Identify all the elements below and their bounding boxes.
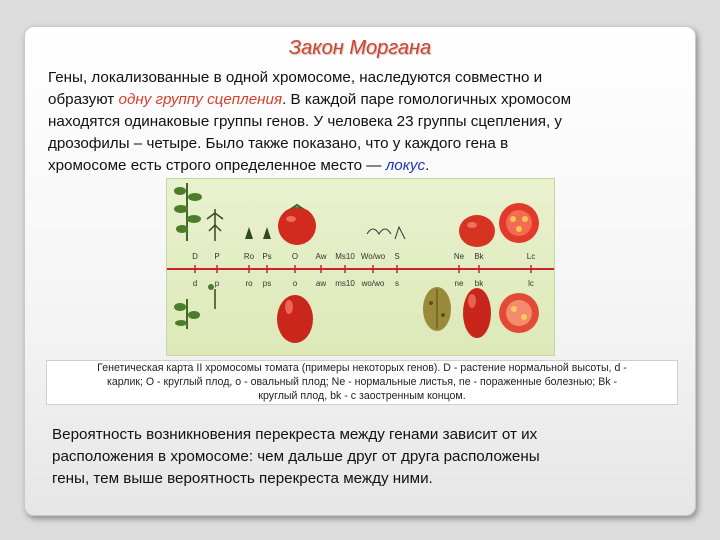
intro-line xyxy=(48,89,678,111)
dominant-gene-label: Ms10 xyxy=(335,252,355,261)
recessive-gene-label: wo/wo xyxy=(361,279,385,288)
sliced-tomato-light-icon xyxy=(499,293,539,333)
term-locus: локус xyxy=(385,157,426,174)
term-linkage-group: одну группу сцепления xyxy=(118,91,283,108)
conclusion-line: расположения в хромосоме: чем дальше друг от друга расположены xyxy=(52,448,540,465)
dominant-gene-label: Aw xyxy=(315,252,327,261)
intro-text: дрозофилы – четыре. Было также показано, что у каждого гена в xyxy=(48,135,509,152)
caption-line: круглый плод, bk - с заостренным концом. xyxy=(258,390,466,402)
recessive-gene-label: d xyxy=(192,279,198,288)
oval-tomato-icon xyxy=(277,295,313,343)
healthy-tomato-icon xyxy=(459,215,495,247)
dominant-gene-label: S xyxy=(394,252,400,261)
dominant-gene-label: Lc xyxy=(526,252,536,261)
intro-text: образуют xyxy=(48,91,119,108)
recessive-gene-label: aw xyxy=(315,279,327,288)
intro-text: Гены, локализованные в одной хромосоме, наследуются совместно и xyxy=(48,69,543,86)
recessive-gene-label: s xyxy=(395,279,399,288)
intro-line xyxy=(48,133,678,155)
dwarf-plant-icon xyxy=(174,299,200,329)
recessive-gene-label: ro xyxy=(245,279,253,288)
recessive-gene-label: ps xyxy=(262,279,272,288)
tomato-gene-map-figure xyxy=(166,178,555,356)
gene-map-illustration xyxy=(167,179,554,355)
dominant-gene-label: Wo/wo xyxy=(360,252,386,261)
intro-line xyxy=(48,67,678,89)
dominant-gene-label: Ps xyxy=(262,252,272,261)
intro-line xyxy=(48,155,678,177)
conclusion-line: гены, тем выше вероятность перекреста между ними. xyxy=(52,470,433,487)
dominant-gene-label: Ne xyxy=(453,252,465,261)
pointed-tomato-icon xyxy=(463,288,491,338)
recessive-gene-label: ms10 xyxy=(335,279,355,288)
leaf-sketch-icon xyxy=(367,227,405,239)
dominant-gene-label: O xyxy=(291,252,299,261)
tall-plant-icon xyxy=(174,183,202,241)
conclusion-line: Вероятность возникновения перекреста между генами зависит от их xyxy=(52,426,538,443)
recessive-gene-label: ne xyxy=(454,279,464,288)
intro-text: . xyxy=(425,157,430,174)
dominant-gene-label: P xyxy=(214,252,220,261)
intro-text: . В каждой паре гомологичных хромосом xyxy=(282,91,572,108)
intro-text: находятся одинаковые группы генов. У человека 23 группы сцепления, у xyxy=(48,113,562,130)
figure-caption xyxy=(46,360,678,405)
sliced-tomato-icon xyxy=(499,203,539,243)
leaf-icon xyxy=(245,227,271,239)
recessive-gene-label: o xyxy=(292,279,298,288)
round-tomato-icon xyxy=(278,205,316,245)
recessive-gene-label: lc xyxy=(528,279,534,288)
conclusion-paragraph xyxy=(52,424,672,490)
intro-paragraph xyxy=(48,67,678,177)
recessive-gene-labels xyxy=(193,279,534,288)
caption-line: карлик; О - круглый плод, о - овальный плод; Ne - нормальные листья, ne - пораженные болезнью; Bk - xyxy=(106,376,618,388)
dominant-gene-label: D xyxy=(192,252,198,261)
dominant-gene-labels xyxy=(192,252,535,261)
caption-line: Генетическая карта II хромосомы томата (примеры некоторых генов). D - растение нормальной высоты, d - xyxy=(97,362,627,374)
diseased-leaf-icon xyxy=(423,287,451,331)
intro-text: хромосоме есть строго определенное место — xyxy=(48,157,386,174)
recessive-gene-label: bk xyxy=(474,279,484,288)
plant-icon xyxy=(207,209,223,241)
dominant-gene-label: Bk xyxy=(474,252,484,261)
slide-title: Закон Моргана xyxy=(288,37,432,59)
recessive-gene-label: p xyxy=(214,279,220,288)
dominant-gene-label: Ro xyxy=(243,252,255,261)
intro-line xyxy=(48,111,678,133)
